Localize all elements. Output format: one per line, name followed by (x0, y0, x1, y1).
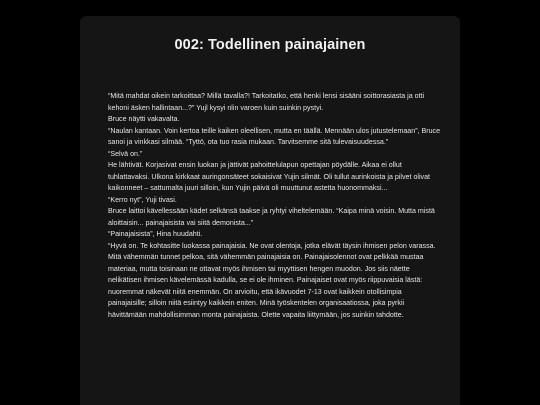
paragraph: “Kerro nyt”, Yuji tivasi. (108, 195, 177, 204)
paragraph: “Selvä on.” (108, 149, 143, 158)
paragraph: “Naulan kantaan. Voin kertoa teille kaiken oleellisen, mutta en täällä. Mennään ulos jutustelemaan”, Bruce sanoi ja vinkkasi silmää. “Tyttö, ota tuo rasia mukaan. Tarvitsemme sitä tulevaisuudessa.” (108, 126, 441, 146)
paragraph: Bruce näytti vakavalta. (108, 115, 180, 123)
chapter-title: 002: Todellinen painajainen (174, 37, 366, 53)
paragraph: “Painajaisista”, Hina huudahti. (108, 230, 203, 238)
chapter-panel (80, 16, 460, 405)
paragraph: Bruce laittoi kävellessään kädet selkänsä taakse ja ryhtyi viheltelemään. “Kaipa minä voisin. Mutta mistä aloittaisin... painajaisista vai siitä demonista...” (108, 207, 435, 227)
paragraph: “Hyvä on. Te kohtasitte luokassa painajaisia. Ne ovat olentoja, jotka elävät täysin ihmisen pelon varassa. Mitä vähemmän tunnet pelkoa, sitä vähemmän painajaisia on. Painajaisolennot ovat pelkkää mustaa materiaa, mutta toisinaan ne ottavat myös ihmisen tai myyttisen hengen muodon. Jos siis näette nelikätisen ihmisen kävelemässä kadulla, se ei ole ihminen. Painajaiset ovat myös riippuvaisia lästä: nuoremmat näkevät niitä enemmän. On arvioitu, että ikävuodet 7-13 ovat kaikkein otollisimpia painajaisille; silloin niitä esiintyy kaikkein eniten. Minä työskentelen organisaatiossa, joka pyrkii hävittämään mahdollisimman monta painajaista. Olette vapaita liittymään, jos suinkin tahdotte. (108, 241, 436, 319)
paragraph: He lähtivät. Korjasivat ensin luokan ja jättivät pahoittelulapun opettajan pöydälle. Aikaa ei ollut tuhlattavaksi. Ulkona kirkkaat auringonsäteet sokaisivat Yujin silmät. Oli tullut aurinkoista ja pilvet olivat kaikonneet – sattumalta juuri silloin, kun Yujin päivä oli muuttunut astetta huonommaksi... (108, 161, 431, 192)
paragraph: “Mitä mahdat oikein tarkoittaa? Millä tavalla?! Tarkoitatko, että henki lensi sisääni soittorasiasta ja otti kehoni äsken hallintaan...?” Yujl kysyi nlin varoen kuin suinkin pystyi. (108, 92, 425, 112)
chapter-text (108, 91, 442, 321)
